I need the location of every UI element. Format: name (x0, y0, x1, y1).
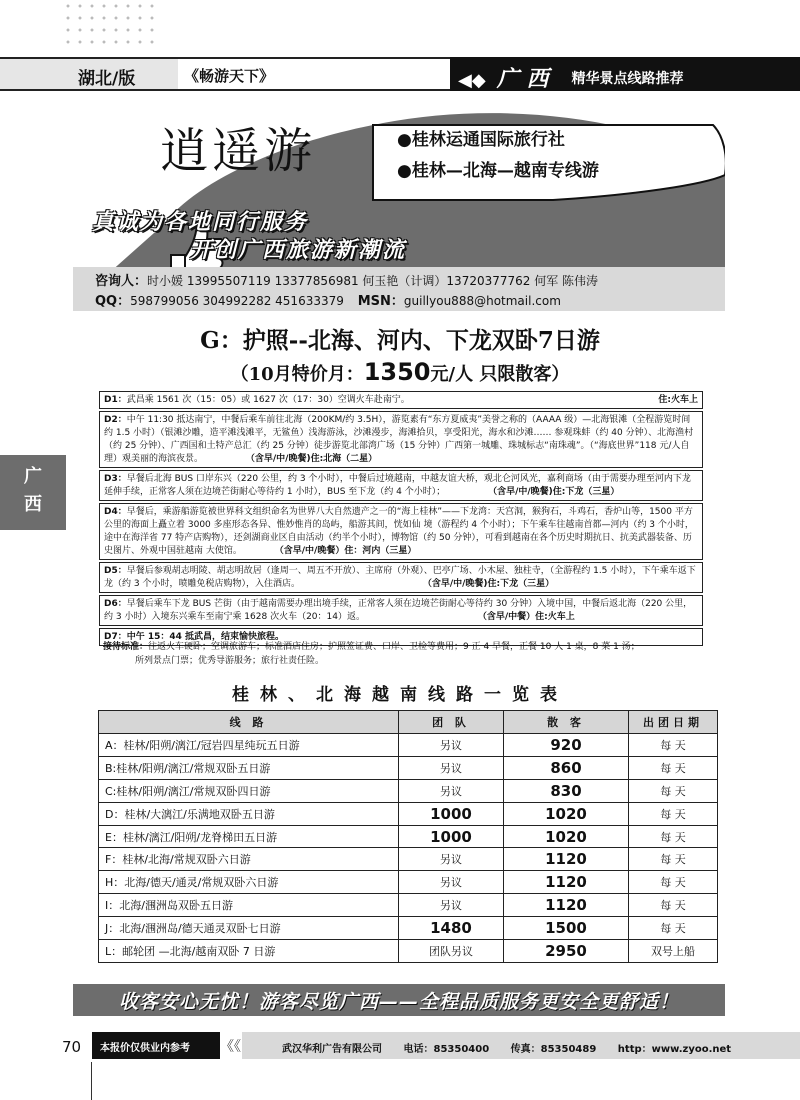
contact-people: 时小媛 13995507119 13377856981 何玉艳（计调）13720377762 何军 陈伟涛 (147, 274, 599, 288)
single-price-cell: 1120 (504, 871, 629, 894)
date-cell: 每 天 (629, 894, 718, 917)
footer-phone: 电话：85350400 (403, 1044, 490, 1055)
day-label: D2： (104, 415, 127, 425)
contact-box (73, 267, 725, 311)
footer-fax: 传真：85350489 (510, 1044, 597, 1055)
day-label: D4： (104, 507, 127, 517)
route-cell: F：桂林/北海/常规双卧六日游 (99, 848, 399, 871)
day-text: 早餐后北海 BUS 口岸东兴（220 公里，约 3 个小时），中餐后过境越南，中越友谊大桥，观北仑河风光，嘉利商场（由于需要办理至河内下龙延伸手续，正常客人须在边境芒街耐心等待约 1 小时），BUS 至下龙（约 4 个小时）； (104, 474, 691, 497)
footer-company: 武汉华利广告有限公司 (282, 1044, 382, 1055)
col-single: 散 客 (504, 711, 629, 734)
date-cell: 每 天 (629, 802, 718, 825)
itinerary-day (99, 470, 703, 501)
col-team: 团 队 (399, 711, 504, 734)
page-footer (92, 1032, 800, 1059)
footer-divider (91, 1062, 92, 1100)
itinerary-day (99, 595, 703, 626)
banner-line-2: ●桂林—北海—越南专线游 (397, 161, 599, 181)
table-row (99, 894, 718, 917)
footer-url[interactable]: http：www.zyoo.net (617, 1044, 732, 1055)
single-price-cell: 1500 (504, 917, 629, 940)
routes-title: 桂林、北海越南线路一览表 (232, 685, 568, 705)
single-price-cell: 2950 (504, 940, 629, 963)
route-cell: I：北海/涠洲岛双卧五日游 (99, 894, 399, 917)
team-price-cell: 1480 (399, 917, 504, 940)
table-header-row (99, 711, 718, 734)
col-route: 线 路 (99, 711, 399, 734)
itinerary-day (99, 391, 703, 409)
msn-label: MSN： (357, 294, 404, 309)
route-cell: B:桂林/阳朔/漓江/常规双卧五日游 (99, 756, 399, 779)
route-cell: H：北海/德天/通灵/常规双卧六日游 (99, 871, 399, 894)
single-price-cell: 1120 (504, 848, 629, 871)
page-number: 70 (62, 1038, 82, 1056)
route-cell: L：邮轮团 —北海/越南双卧 7 日游 (99, 940, 399, 963)
subtitle-pre: （10月特价月： (230, 364, 364, 385)
date-cell: 每 天 (629, 734, 718, 757)
date-cell: 双号上船 (629, 940, 718, 963)
route-cell: E：桂林/漓江/阳朔/龙脊梯田五日游 (99, 825, 399, 848)
day-label: D7： (104, 632, 127, 642)
day-label: D5： (104, 566, 127, 576)
magazine-name: 《畅游天下》 (178, 57, 450, 91)
team-price-cell: 另议 (399, 894, 504, 917)
msn-address: guillyou888@hotmail.com (403, 294, 561, 308)
day-text: 早餐后，乘游船游览被世界科文组织命名为世界八大自然遗产之一的“海上桂林”——下龙湾：天宫洞，猴狗石，斗鸡石，香炉山等，1500 平方公里的海面上矗立着 3000 多座形态各异、惟妙惟肖的岛屿，船游其间，恍如仙 境（游程约 4 个小时）；下午乘车往越南首都—河内（约 3 个小时，途中在海洋省 77 特产店购物），还剑湖商业区自由活动（约半个小时），博物馆（约 50 分钟），可看到越南在各个历史时期抗日、抗美武器装备、历史图片、外观中国驻越南 大使馆。 (104, 507, 694, 556)
day-label: D6： (104, 599, 127, 609)
day-label: D1： (104, 395, 127, 405)
slogan-1: 真诚为各地同行服务 (92, 209, 309, 235)
day-text: 早餐后乘车下龙 BUS 芒街（由于越南需要办理出境手续，正常客人须在边境芒街耐心等待约 30 分钟）入境中国，中餐后返北海（220 公里，约 3 小时）入境东兴乘车至南宁乘 1628 次火车（20：14）返。 (104, 599, 693, 622)
table-row (99, 756, 718, 779)
table-row (99, 940, 718, 963)
dot-pattern (62, 0, 162, 50)
table-row (99, 825, 718, 848)
itinerary-day (99, 503, 703, 560)
team-price-cell: 团队另议 (399, 940, 504, 963)
single-price-cell: 830 (504, 779, 629, 802)
table-row (99, 734, 718, 757)
table-row (99, 779, 718, 802)
route-cell: C:桂林/阳朔/漓江/常规双卧四日游 (99, 779, 399, 802)
day-stay: （含早/中/晚餐)住:下龙（三星） (422, 579, 555, 589)
route-cell: D：桂林/大漓江/乐满地双卧五日游 (99, 802, 399, 825)
contact-row-people (95, 270, 725, 290)
qq-numbers: 598799056 304992282 451633379 (130, 294, 344, 308)
arrow-left-icon: ◀◆ (458, 70, 486, 91)
contact-row-im (95, 290, 725, 310)
tour-title: G：护照--北海、河内、下龙双卧7日游 (200, 327, 600, 354)
brand-name: 逍遥游 (160, 123, 317, 179)
routes-table (98, 710, 718, 963)
region-name: 广 西 (496, 66, 549, 92)
side-tab-guangxi (0, 455, 66, 530)
standard-line-2: 所列景点门票；优秀导游服务；旅行社责任险。 (135, 656, 325, 666)
standard-line-1: 往返火车硬卧；空调旅游车；标准酒店住房；护照签证费、口岸、卫检等费用；9 正 4 早餐，正餐 10 人 1 桌，8 菜 1 汤； (148, 642, 640, 652)
col-date: 出团日期 (629, 711, 718, 734)
single-price-cell: 860 (504, 756, 629, 779)
date-cell: 每 天 (629, 825, 718, 848)
region-bar (450, 57, 800, 91)
team-price-cell: 另议 (399, 871, 504, 894)
date-cell: 每 天 (629, 756, 718, 779)
contact-label: 咨询人： (95, 274, 148, 289)
tour-price: 1350 (363, 358, 431, 386)
team-price-cell: 另议 (399, 756, 504, 779)
double-arrow-icon: 《《 (220, 1039, 241, 1055)
day-text: 中午 15：44 抵武昌，结束愉快旅程。 (126, 632, 285, 642)
day-stay: （含早/中/晚餐)住:下龙（三星） (488, 487, 620, 497)
route-cell: J：北海/涠洲岛/德天通灵双卧七日游 (99, 917, 399, 940)
day-stay: （含早/中/晚餐）住：河内（三星） (274, 546, 417, 556)
bottom-slogan: 收客安心无忧！游客尽览广西——全程品质服务更安全更舒适！ (73, 984, 725, 1016)
publication-label: 湖北/版 (0, 57, 178, 91)
page-header (0, 57, 800, 91)
qq-label: QQ： (95, 294, 131, 309)
footer-note: 本报价仅供业内参考 (92, 1032, 220, 1059)
date-cell: 每 天 (629, 779, 718, 802)
day-stay: （含早/中餐）住:火车上 (477, 612, 575, 622)
day-stay: 住:火车上 (658, 395, 698, 405)
subtitle-post: 元/人 只限散客） (430, 364, 570, 385)
footer-info (242, 1032, 800, 1059)
single-price-cell: 1120 (504, 894, 629, 917)
standard-label: 接待标准： (103, 642, 149, 652)
itinerary (99, 391, 703, 648)
date-cell: 每 天 (629, 917, 718, 940)
side-tab-label: 广 西 (24, 466, 42, 515)
single-price-cell: 920 (504, 734, 629, 757)
day-text: 早餐后参观胡志明陵、胡志明故居（逢周一、周五不开放）、主席府（外观）、巴亭广场、小木屋、独柱寺，（全游程约 1.5 小时），下午乘车返下龙（约 3 个小时，喷雕免税店购物），入住酒店。 (104, 566, 696, 589)
banner-line-1: ●桂林运通国际旅行社 (397, 130, 565, 150)
itinerary-day (99, 411, 703, 468)
day-text: 武昌乘 1561 次（15：05）或 1627 次（17：30）空调火车赴南宁。 (126, 395, 410, 405)
team-price-cell: 另议 (399, 848, 504, 871)
single-price-cell: 1020 (504, 802, 629, 825)
day-label: D3： (104, 474, 127, 484)
day-text: 中午 11:30 抵达南宁，中餐后乘车前往北海（200KM/约 3.5H），游览素有“东方夏威夷”美誉之称的（AAAA 级）—北海银滩（全程游览时间约 1.5 小时）（银滩沙雕，造平滩浅滩平，无鲨鱼）浅海游泳，沙滩漫步，海滩拾贝，享受阳光，海水和沙滩…… 参观珠蚌（约 40 分钟）、北海渔村（约 25 分钟）、广西国和土特产总汇（约 25 分钟）徒步游览北部湾广场（15 分钟）广西第一城雕、珠城标志“南珠魂”。（“海底世界”118 元/人自理）观美丽的海滨夜景。 (104, 415, 694, 464)
table-row (99, 802, 718, 825)
team-price-cell: 另议 (399, 734, 504, 757)
date-cell: 每 天 (629, 848, 718, 871)
day-stay: （含早/中/晚餐)住:北海（二星） (245, 454, 378, 464)
service-standard (99, 640, 703, 668)
region-title: 精华景点线路推荐 (571, 71, 684, 87)
team-price-cell: 另议 (399, 779, 504, 802)
itinerary-day (99, 562, 703, 593)
table-row (99, 848, 718, 871)
table-row (99, 871, 718, 894)
route-cell: A：桂林/阳朔/漓江/冠岩四星纯玩五日游 (99, 734, 399, 757)
date-cell: 每 天 (629, 871, 718, 894)
table-row (99, 917, 718, 940)
team-price-cell: 1000 (399, 825, 504, 848)
single-price-cell: 1020 (504, 825, 629, 848)
tour-subtitle (0, 358, 800, 386)
slogan-2: 开创广西旅游新潮流 (190, 237, 407, 263)
team-price-cell: 1000 (399, 802, 504, 825)
